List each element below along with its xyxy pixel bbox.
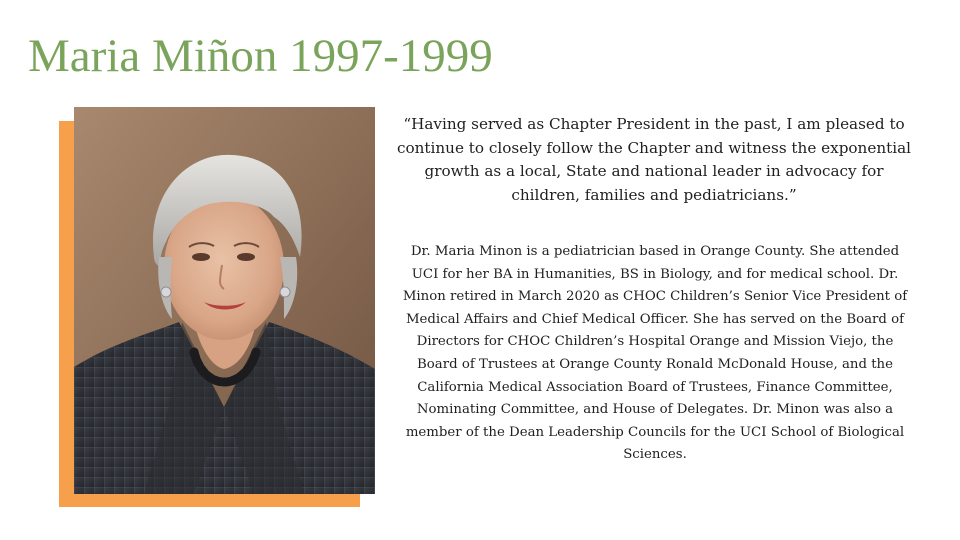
slide-title: Maria Miñon 1997-1999 [28, 30, 493, 82]
right-earring [280, 287, 290, 297]
left-earring [161, 287, 171, 297]
quote-text: “Having served as Chapter President in the past, I am pleased to continue to closely follow the Chapter and witness the exponential growth as a local, State and national leader in advocacy for children, families and pediatricians.” [397, 115, 911, 204]
portrait-photo [74, 107, 375, 494]
portrait-illustration [74, 107, 375, 494]
right-eye [237, 253, 255, 261]
bio-text: Dr. Maria Minon is a pediatrician based in Orange County. She attended UCI for her BA in Humanities, BS in Biology, and for medical school. Dr. Minon retired in March 2020 as CHOC Children’s Senior Vice President of Medical Affairs and Chief Medical Officer. She has served on the Board of Directors for CHOC Children’s Hospital Orange and Mission Viejo, the Board of Trustees at Orange County Ronald McDonald House, and the California Medical Association Board of Trustees, Finance Committee, Nominating Committee, and House of Delegates. Dr. Minon was also a member of the Dean Leadership Councils for the UCI School of Biological Sciences. [402, 244, 908, 463]
left-eye [192, 253, 210, 261]
